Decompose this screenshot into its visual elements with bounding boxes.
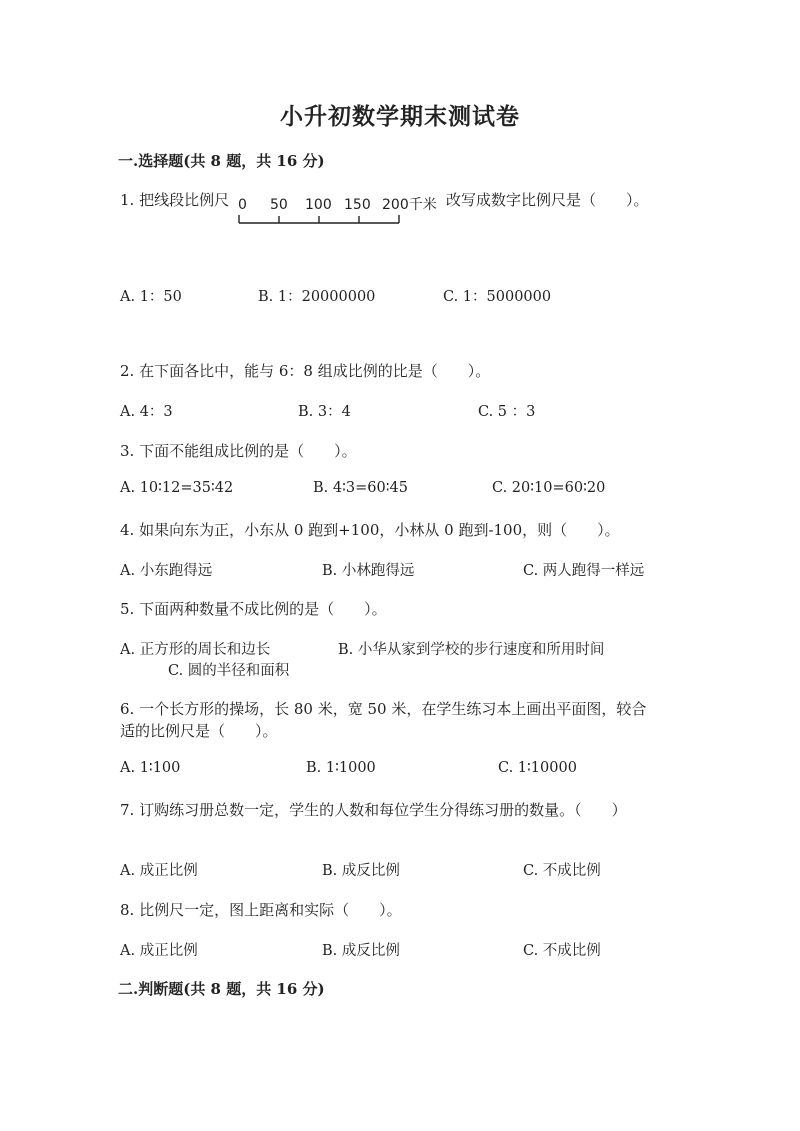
- section-heading-judgment: 二.判断题(共 8 题，共 16 分): [118, 980, 325, 998]
- question-1-suffix: 改写成数字比例尺是（ ）。: [446, 191, 649, 209]
- line-scale-figure: [236, 192, 446, 232]
- q2-option-c[interactable]: C. 5 ：3: [478, 404, 536, 420]
- question-8-text: 8. 比例尺一定，图上距离和实际（ ）。: [120, 901, 402, 919]
- q6-option-a[interactable]: A. 1∶100: [120, 760, 181, 776]
- q8-option-a[interactable]: A. 成正比例: [120, 943, 198, 959]
- question-3-text: 3. 下面不能组成比例的是（ ）。: [120, 442, 357, 460]
- q7-option-a[interactable]: A. 成正比例: [120, 863, 198, 879]
- q7-option-c[interactable]: C. 不成比例: [523, 863, 601, 879]
- q4-option-c[interactable]: C. 两人跑得一样远: [523, 563, 645, 579]
- scale-tick-label: 0: [238, 197, 247, 213]
- question-5-text: 5. 下面两种数量不成比例的是（ ）。: [120, 600, 387, 618]
- q3-option-c[interactable]: C. 20∶10=60∶20: [492, 480, 606, 496]
- scale-tick-label: 150: [344, 197, 371, 213]
- question-6-line-2: 适的比例尺是（ ）。: [120, 722, 278, 740]
- q4-option-b[interactable]: B. 小林跑得远: [322, 563, 415, 579]
- scale-tick-label: 200千米: [382, 197, 437, 213]
- question-6-line-1: 6. 一个长方形的操场，长 80 米，宽 50 米，在学生练习本上画出平面图，较合: [120, 700, 647, 718]
- q8-option-b[interactable]: B. 成反比例: [322, 943, 400, 959]
- q1-option-c[interactable]: C. 1：5000000: [443, 289, 552, 305]
- section-heading-choice: 一.选择题(共 8 题，共 16 分): [118, 152, 325, 170]
- q3-option-a[interactable]: A. 10∶12=35∶42: [120, 480, 234, 496]
- page-title: 小升初数学期末测试卷: [280, 103, 520, 130]
- q7-option-b[interactable]: B. 成反比例: [322, 863, 400, 879]
- q5-option-a[interactable]: A. 正方形的周长和边长: [120, 642, 271, 658]
- question-2-text: 2. 在下面各比中，能与 6：8 组成比例的比是（ ）。: [120, 362, 491, 380]
- q8-option-c[interactable]: C. 不成比例: [523, 943, 601, 959]
- q5-option-b[interactable]: B. 小华从家到学校的步行速度和所用时间: [338, 642, 605, 658]
- scale-tick-label: 50: [270, 197, 288, 213]
- q2-option-b[interactable]: B. 3：4: [298, 404, 351, 420]
- question-7-text: 7. 订购练习册总数一定，学生的人数和每位学生分得练习册的数量。（ ）: [120, 801, 627, 819]
- q2-option-a[interactable]: A. 4：3: [120, 404, 173, 420]
- q1-option-b[interactable]: B. 1：20000000: [258, 289, 376, 305]
- question-4-text: 4. 如果向东为正，小东从 0 跑到+100，小林从 0 跑到-100，则（ ）。: [120, 521, 620, 539]
- q4-option-a[interactable]: A. 小东跑得远: [120, 563, 213, 579]
- q6-option-b[interactable]: B. 1∶1000: [306, 760, 376, 776]
- question-1-prefix: 1. 把线段比例尺: [120, 191, 230, 209]
- q6-option-c[interactable]: C. 1∶10000: [498, 760, 577, 776]
- q1-option-a[interactable]: A. 1：50: [120, 289, 182, 305]
- q3-option-b[interactable]: B. 4∶3=60∶45: [313, 480, 408, 496]
- scale-tick-label: 100: [305, 197, 332, 213]
- q5-option-c[interactable]: C. 圆的半径和面积: [168, 663, 290, 679]
